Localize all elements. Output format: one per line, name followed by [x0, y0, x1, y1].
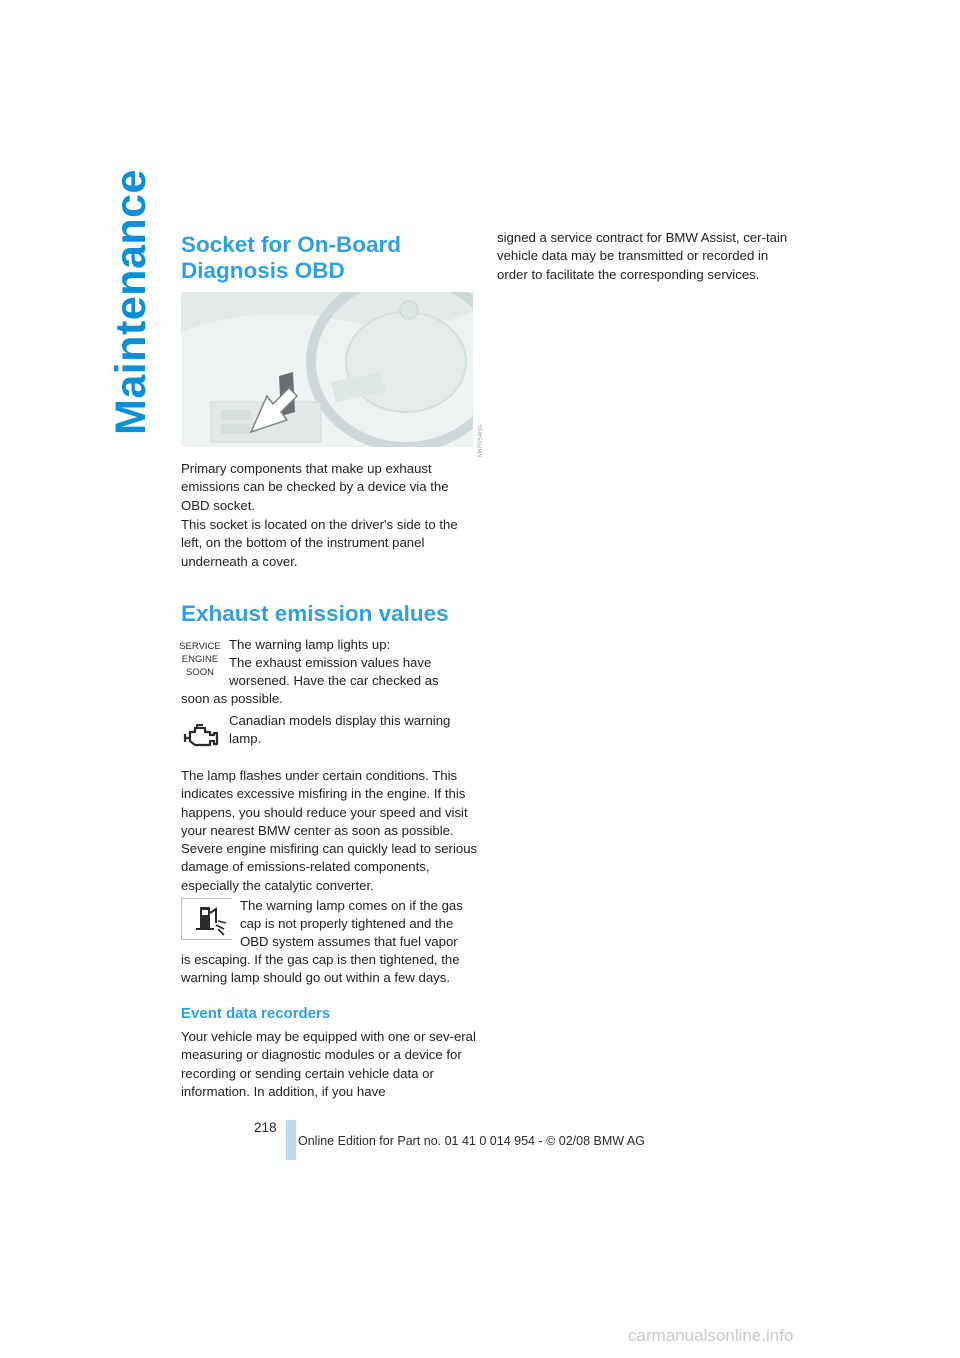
- service-engine-soon-icon-line3: SOON: [186, 667, 214, 678]
- side-tab-label: Maintenance: [107, 169, 155, 435]
- lamp1-line4: soon as possible.: [181, 691, 283, 706]
- section-title-obd: [181, 232, 481, 284]
- service-engine-soon-icon-line1: SERVICE: [179, 641, 221, 652]
- obd-socket-figure: [181, 292, 473, 447]
- lamp1-line2: The exhaust emission values have: [229, 655, 432, 670]
- service-engine-soon-icon-line2: ENGINE: [181, 654, 219, 665]
- gas-line5: warning lamp should go out within a few days.: [181, 970, 451, 985]
- obd-paragraph-1: Primary components that make up exhaust emissions can be checked by a device via the OBD socket.: [181, 461, 449, 513]
- check-engine-icon: [181, 722, 221, 750]
- footer-edition: Online Edition for Part no. 01 41 0 014 954 - © 02/08 BMW AG: [298, 1134, 645, 1148]
- gas-line3: OBD system assumes that fuel vapor: [240, 934, 458, 949]
- gas-line4: is escaping. If the gas cap is then tightened, the: [181, 952, 460, 967]
- lamp2-line1: Canadian models display this warning: [229, 713, 451, 728]
- obd-socket-illustration: [181, 292, 473, 447]
- service-engine-soon-icon: [178, 638, 223, 680]
- event-data-paragraph-right: signed a service contract for BMW Assist, cer-tain vehicle data may be transmitted or recorded in order to facilitate the corresponding services.: [497, 230, 788, 282]
- gas-cap-icon: [181, 898, 232, 940]
- event-data-paragraph-left: Your vehicle may be equipped with one or sev-eral measuring or diagnostic modules or a device for recording or sending certain vehicle data or information. In addition, if you have: [181, 1029, 476, 1099]
- figure-code: [478, 395, 490, 457]
- gas-line1: The warning lamp comes on if the gas: [240, 898, 463, 913]
- figure-code-text: MKR0S4HA: [478, 424, 484, 457]
- section-title-obd-line2: Diagnosis OBD: [181, 258, 345, 283]
- section-title-obd-line1: Socket for On-Board: [181, 232, 402, 257]
- section-title-event-data: Event data recorders: [181, 1005, 331, 1022]
- gas-line2: cap is not properly tightened and the: [240, 916, 454, 931]
- section-title-exhaust: Exhaust emission values: [181, 601, 449, 626]
- lamp2-line2: lamp.: [229, 731, 262, 746]
- lamp-flash-paragraph: The lamp flashes under certain conditions. This indicates excessive misfiring in the engine. If this happens, you should reduce your speed and visit your nearest BMW center as soon as possible. Severe engine misfiring can quickly lead to serious damage of emissions-related components, especially the catalytic converter.: [181, 768, 478, 893]
- lamp1-line1: The warning lamp lights up:: [229, 637, 391, 652]
- watermark: carmanualsonline.info: [628, 1326, 794, 1345]
- obd-paragraph-2: This socket is located on the driver's side to the left, on the bottom of the instrument panel underneath a cover.: [181, 517, 458, 569]
- lamp1-line3: worsened. Have the car checked as: [229, 673, 439, 688]
- footer-accent-bar: [286, 1120, 296, 1160]
- side-tab: [98, 169, 158, 435]
- page-number: 218: [254, 1120, 277, 1135]
